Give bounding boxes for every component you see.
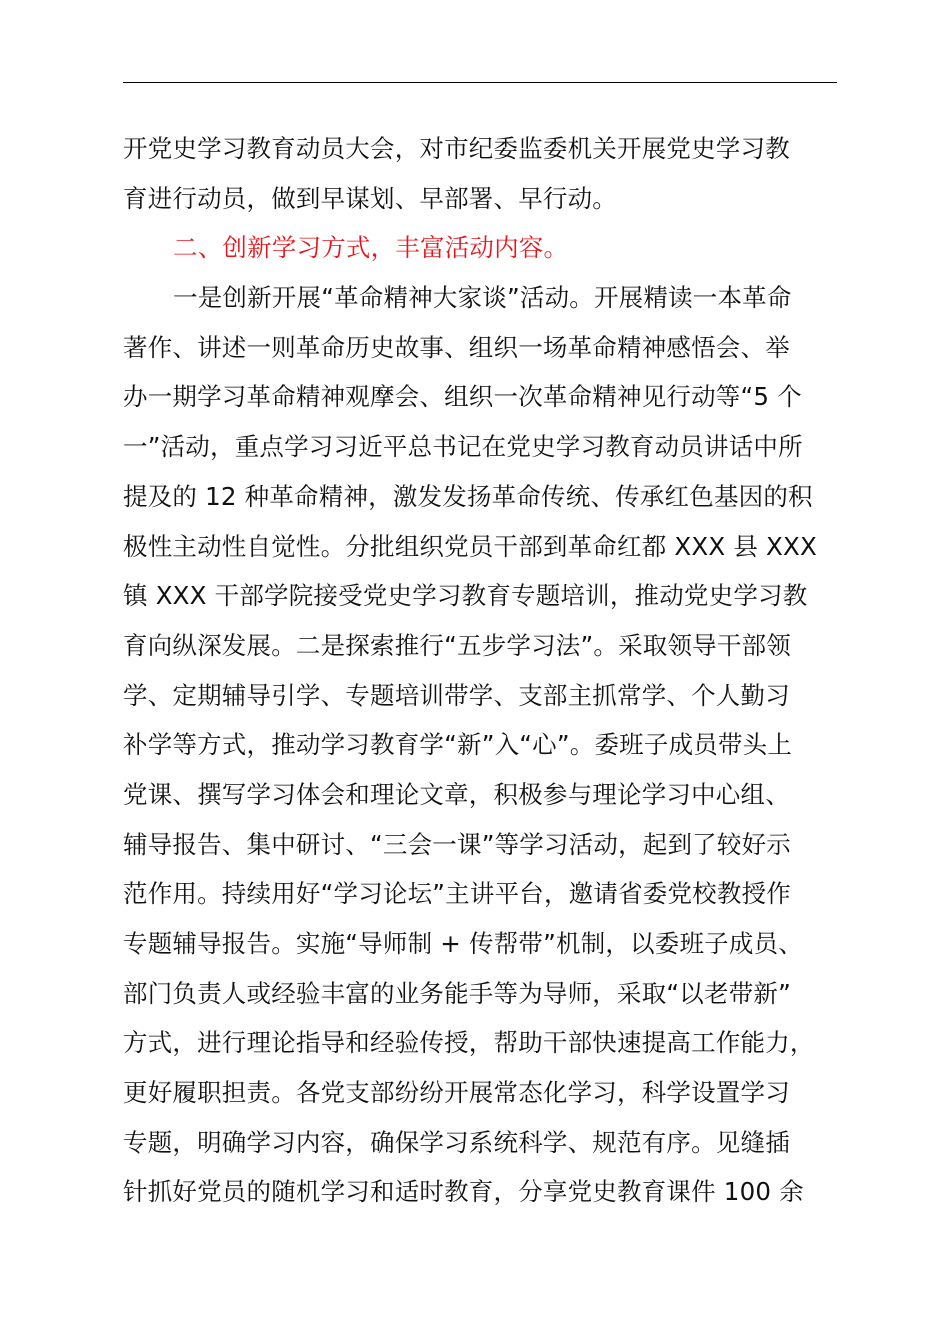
document-body: [123, 124, 853, 1217]
text-line: 著作、讲述一则革命历史故事、组织一场革命精神感悟会、举: [123, 332, 790, 362]
text-line: 范作用。持续用好“学习论坛”主讲平台，邀请省委党校教授作: [123, 879, 791, 909]
text-line: 学、定期辅导引学、专题培训带学、支部主抓常学、个人勤习: [123, 680, 790, 710]
text-line: 方式，进行理论指导和经验传授，帮助干部快速提高工作能力，: [123, 1028, 815, 1058]
text-line: 部门负责人或经验丰富的业务能手等为导师，采取“以老带新”: [123, 978, 791, 1008]
text-line: 补学等方式，推动学习教育学“新”入“心”。委班子成员带头上: [123, 730, 793, 760]
text-line: 专题，明确学习内容，确保学习系统科学、规范有序。见缝插: [123, 1127, 790, 1157]
text-line: 党课、撰写学习体会和理论文章，积极参与理论学习中心组、: [123, 779, 790, 809]
text-line: 专题辅导报告。实施“导师制 + 传帮带”机制，以委班子成员、: [123, 929, 803, 958]
text-line: 育进行动员，做到早谋划、早部署、早行动。: [123, 183, 617, 213]
header-rule: [123, 82, 837, 83]
section-heading: 二、创新学习方式，丰富活动内容。: [173, 233, 569, 263]
text-line: 极性主动性自觉性。分批组织党员干部到革命红都 XXX 县 XXX: [123, 531, 817, 561]
text-line: 更好履职担责。各党支部纷纷开展常态化学习，科学设置学习: [123, 1078, 790, 1108]
text-line: 提及的 12 种革命精神，激发发扬革命传统、传承红色基因的积: [123, 481, 813, 511]
text-line: 针抓好党员的随机学习和适时教育，分享党史教育课件 100 余: [123, 1177, 804, 1207]
paragraph-start: 一是创新开展“革命精神大家谈”活动。开展精读一本革命: [173, 283, 792, 313]
text-line: 办一期学习革命精神观摩会、组织一次革命精神见行动等“5 个: [123, 382, 802, 412]
text-line: 辅导报告、集中研讨、“三会一课”等学习活动，起到了较好示: [123, 829, 791, 859]
text-line: 开党史学习教育动员大会，对市纪委监委机关开展党史学习教: [123, 134, 790, 163]
text-line: 一”活动，重点学习习近平总书记在党史学习教育动员讲话中所: [123, 432, 803, 462]
text-line: 育向纵深发展。二是探索推行“五步学习法”。采取领导干部领: [123, 630, 791, 660]
text-line: 镇 XXX 干部学院接受党史学习教育专题培训，推动党史学习教: [123, 581, 808, 611]
